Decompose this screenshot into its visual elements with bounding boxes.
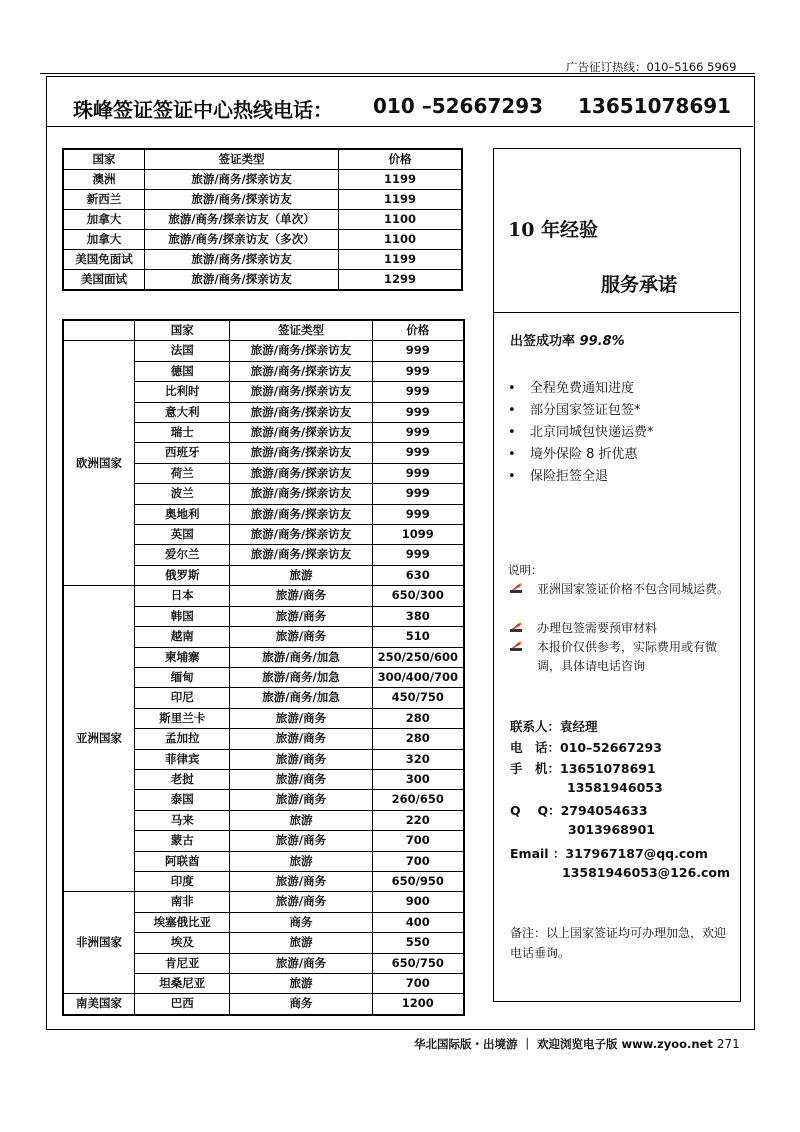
country-cell: 肯尼亚 (135, 953, 230, 973)
table-row (63, 892, 464, 912)
price-cell: 999 (372, 423, 464, 443)
country-cell: 日本 (135, 586, 230, 606)
country-cell: 巴西 (135, 994, 230, 1015)
success-rate-value: 99.8% (579, 334, 625, 349)
headline-phone-1: 010 –52667293 (373, 94, 544, 118)
visa-type-cell: 旅游/商务 (230, 892, 372, 912)
visa-type-cell: 旅游/商务/探亲访友 (230, 443, 372, 463)
country-cell: 西班牙 (135, 443, 230, 463)
price-cell: 300 (372, 769, 464, 789)
price-cell: 380 (372, 606, 464, 626)
table-row (63, 994, 464, 1015)
contact-qq-1: Q Q：2794054633 (510, 803, 648, 818)
visa-table-regions (62, 319, 465, 1016)
price-cell: 1200 (372, 994, 464, 1015)
top-rule (40, 73, 755, 74)
success-rate (510, 330, 625, 349)
table-row (63, 270, 462, 291)
visa-type-cell: 旅游/商务/探亲访友 (230, 504, 372, 524)
visa-type-cell: 旅游/商务/探亲访友 (230, 382, 372, 402)
country-cell: 埃塞俄比亚 (135, 912, 230, 932)
slogan-experience: 10 年经验 (508, 219, 599, 241)
visa-type-cell: 旅游/商务/探亲访友 (230, 402, 372, 422)
price-cell: 999 (372, 504, 464, 524)
table-row (63, 210, 462, 230)
visa-type-cell: 旅游/商务 (230, 586, 372, 606)
table-row (63, 341, 464, 361)
visa-type-cell: 旅游/商务/探亲访友 (145, 250, 339, 270)
visa-type-cell: 旅游 (230, 565, 372, 585)
visa-type-cell: 旅游/商务/探亲访友 (230, 545, 372, 565)
country-cell: 美国免面试 (63, 250, 145, 270)
table2-header: 签证类型 (230, 320, 372, 341)
country-cell: 加拿大 (63, 210, 145, 230)
country-cell: 加拿大 (63, 230, 145, 250)
success-rate-label: 出签成功率 (510, 334, 576, 349)
price-cell: 700 (372, 974, 464, 994)
visa-type-cell: 旅游/商务/加急 (230, 667, 372, 687)
country-cell: 蒙古 (135, 831, 230, 851)
country-cell: 菲律宾 (135, 749, 230, 769)
table-row (63, 250, 462, 270)
price-cell: 999 (372, 443, 464, 463)
slogan-promise: 服务承诺 (601, 274, 678, 296)
visa-type-cell: 旅游/商务 (230, 606, 372, 626)
price-cell: 280 (372, 729, 464, 749)
visa-type-cell: 旅游/商务/探亲访友 (145, 190, 339, 210)
contact-mobile-2: 13581946053 (567, 780, 663, 795)
price-cell: 1100 (339, 210, 462, 230)
price-cell: 999 (372, 545, 464, 565)
note-item: 办理包签需要预审材料 (509, 619, 737, 638)
country-cell: 英国 (135, 525, 230, 545)
price-cell: 1100 (339, 230, 462, 250)
country-cell: 孟加拉 (135, 729, 230, 749)
table-row (63, 170, 462, 190)
note-item: 本报价仅供参考，实际费用或有微调，具体请电话咨询 (509, 638, 737, 676)
visa-type-cell: 旅游/商务/加急 (230, 647, 372, 667)
country-cell: 俄罗斯 (135, 565, 230, 585)
country-cell: 比利时 (135, 382, 230, 402)
footer-text: 华北国际版・出境游 ｜ 欢迎浏览电子版 www.zyoo.net (414, 1037, 713, 1051)
notes-title: 说明： (508, 563, 543, 577)
visa-type-cell: 旅游/商务/探亲访友 (230, 463, 372, 483)
visa-type-cell: 旅游/商务/探亲访友 (145, 170, 339, 190)
visa-type-cell: 旅游 (230, 974, 372, 994)
visa-type-cell: 旅游/商务/探亲访友 (230, 525, 372, 545)
price-cell: 999 (372, 382, 464, 402)
table1-header: 国家 (63, 149, 145, 170)
country-cell: 印度 (135, 871, 230, 891)
headline-label: 珠峰签证签证中心热线电话： (73, 98, 333, 122)
region-cell: 亚洲国家 (63, 586, 135, 892)
country-cell: 柬埔寨 (135, 647, 230, 667)
visa-type-cell: 商务 (230, 994, 372, 1015)
table1-header: 价格 (339, 149, 462, 170)
price-cell: 250/250/600 (372, 647, 464, 667)
service-item: • 全程免费通知进度 (530, 378, 654, 400)
country-cell: 瑞士 (135, 423, 230, 443)
visa-type-cell: 旅游/商务/探亲访友 (230, 423, 372, 443)
visa-type-cell: 旅游/商务/探亲访友 (145, 270, 339, 291)
country-cell: 泰国 (135, 790, 230, 810)
country-cell: 印尼 (135, 688, 230, 708)
visa-type-cell: 旅游/商务/探亲访友 (230, 484, 372, 504)
visa-type-cell: 旅游/商务 (230, 749, 372, 769)
price-cell: 999 (372, 402, 464, 422)
region-cell: 南美国家 (63, 994, 135, 1015)
contact-email-1: Email ：317967187@qq.com (510, 846, 708, 861)
price-cell: 999 (372, 341, 464, 361)
visa-type-cell: 旅游 (230, 851, 372, 871)
contact-person: 联系人：袁经理 (510, 719, 598, 734)
country-cell: 波兰 (135, 484, 230, 504)
price-cell: 650/750 (372, 953, 464, 973)
price-cell: 999 (372, 463, 464, 483)
price-cell: 900 (372, 892, 464, 912)
contact-tel: 电 话：010–52667293 (510, 740, 662, 755)
country-cell: 澳洲 (63, 170, 145, 190)
table2-header: 国家 (135, 320, 230, 341)
contact-qq-2: 3013968901 (568, 822, 655, 837)
footer (414, 1036, 740, 1052)
country-cell: 意大利 (135, 402, 230, 422)
country-cell: 荷兰 (135, 463, 230, 483)
visa-type-cell: 旅游/商务 (230, 627, 372, 647)
title-divider (47, 126, 753, 127)
region-cell: 非洲国家 (63, 892, 135, 994)
headline-phone-2: 13651078691 (578, 94, 732, 118)
country-cell: 奥地利 (135, 504, 230, 524)
price-cell: 220 (372, 810, 464, 830)
price-cell: 999 (372, 484, 464, 504)
table-row (63, 230, 462, 250)
visa-type-cell: 旅游/商务/探亲访友（单次） (145, 210, 339, 230)
country-cell: 缅甸 (135, 667, 230, 687)
country-cell: 法国 (135, 341, 230, 361)
visa-type-cell: 旅游/商务 (230, 769, 372, 789)
country-cell: 美国面试 (63, 270, 145, 291)
country-cell: 越南 (135, 627, 230, 647)
pen-icon (509, 582, 523, 594)
country-cell: 马来 (135, 810, 230, 830)
visa-type-cell: 商务 (230, 912, 372, 932)
visa-type-cell: 旅游 (230, 810, 372, 830)
visa-type-cell: 旅游/商务 (230, 708, 372, 728)
visa-type-cell: 旅游/商务 (230, 953, 372, 973)
service-list (530, 378, 654, 488)
service-item: • 保险拒签全退 (530, 466, 654, 488)
country-cell: 阿联酋 (135, 851, 230, 871)
country-cell: 德国 (135, 361, 230, 381)
price-cell: 550 (372, 933, 464, 953)
ad-hotline: 广告征订热线：010–5166 5969 (566, 60, 737, 74)
visa-type-cell: 旅游/商务 (230, 871, 372, 891)
price-cell: 1299 (339, 270, 462, 291)
price-cell: 400 (372, 912, 464, 932)
region-cell: 欧洲国家 (63, 341, 135, 586)
country-cell: 南非 (135, 892, 230, 912)
country-cell: 老挝 (135, 769, 230, 789)
table2-header: 价格 (372, 320, 464, 341)
page-number: 271 (716, 1037, 740, 1051)
country-cell: 斯里兰卡 (135, 708, 230, 728)
visa-type-cell: 旅游 (230, 933, 372, 953)
service-item: • 部分国家签证包签* (530, 400, 654, 422)
remark: 备注：以上国家签证均可办理加急，欢迎电话垂询。 (510, 926, 727, 960)
price-cell: 1199 (339, 250, 462, 270)
region-header (63, 320, 135, 341)
country-cell: 坦桑尼亚 (135, 974, 230, 994)
visa-type-cell: 旅游/商务/探亲访友 (230, 341, 372, 361)
country-cell: 新西兰 (63, 190, 145, 210)
price-cell: 650/950 (372, 871, 464, 891)
service-item: • 北京同城包快递运费* (530, 422, 654, 444)
table-row (63, 190, 462, 210)
pen-icon (509, 621, 523, 633)
contact-email-2: 13581946053@126.com (562, 865, 731, 880)
visa-type-cell: 旅游/商务/加急 (230, 688, 372, 708)
price-cell: 1199 (339, 190, 462, 210)
country-cell: 爱尔兰 (135, 545, 230, 565)
price-cell: 280 (372, 708, 464, 728)
price-cell: 300/400/700 (372, 667, 464, 687)
price-cell: 1099 (372, 525, 464, 545)
table-row (63, 586, 464, 606)
price-cell: 700 (372, 851, 464, 871)
country-cell: 埃及 (135, 933, 230, 953)
country-cell: 韩国 (135, 606, 230, 626)
contact-mobile-1: 手 机：13651078691 (510, 761, 656, 776)
table1-header: 签证类型 (145, 149, 339, 170)
price-cell: 650/300 (372, 586, 464, 606)
visa-type-cell: 旅游/商务 (230, 729, 372, 749)
price-cell: 999 (372, 361, 464, 381)
note-item: 亚洲国家签证价格不包含同城运费。 (509, 580, 737, 599)
service-item: • 境外保险 8 折优惠 (530, 444, 654, 466)
price-cell: 630 (372, 565, 464, 585)
price-cell: 1199 (339, 170, 462, 190)
price-cell: 700 (372, 831, 464, 851)
service-divider (494, 312, 739, 313)
pen-icon (509, 640, 523, 652)
price-cell: 260/650 (372, 790, 464, 810)
visa-type-cell: 旅游/商务 (230, 831, 372, 851)
price-cell: 320 (372, 749, 464, 769)
visa-type-cell: 旅游/商务 (230, 790, 372, 810)
price-cell: 450/750 (372, 688, 464, 708)
price-cell: 510 (372, 627, 464, 647)
visa-type-cell: 旅游/商务/探亲访友（多次） (145, 230, 339, 250)
visa-type-cell: 旅游/商务/探亲访友 (230, 361, 372, 381)
visa-table-major (62, 148, 463, 291)
